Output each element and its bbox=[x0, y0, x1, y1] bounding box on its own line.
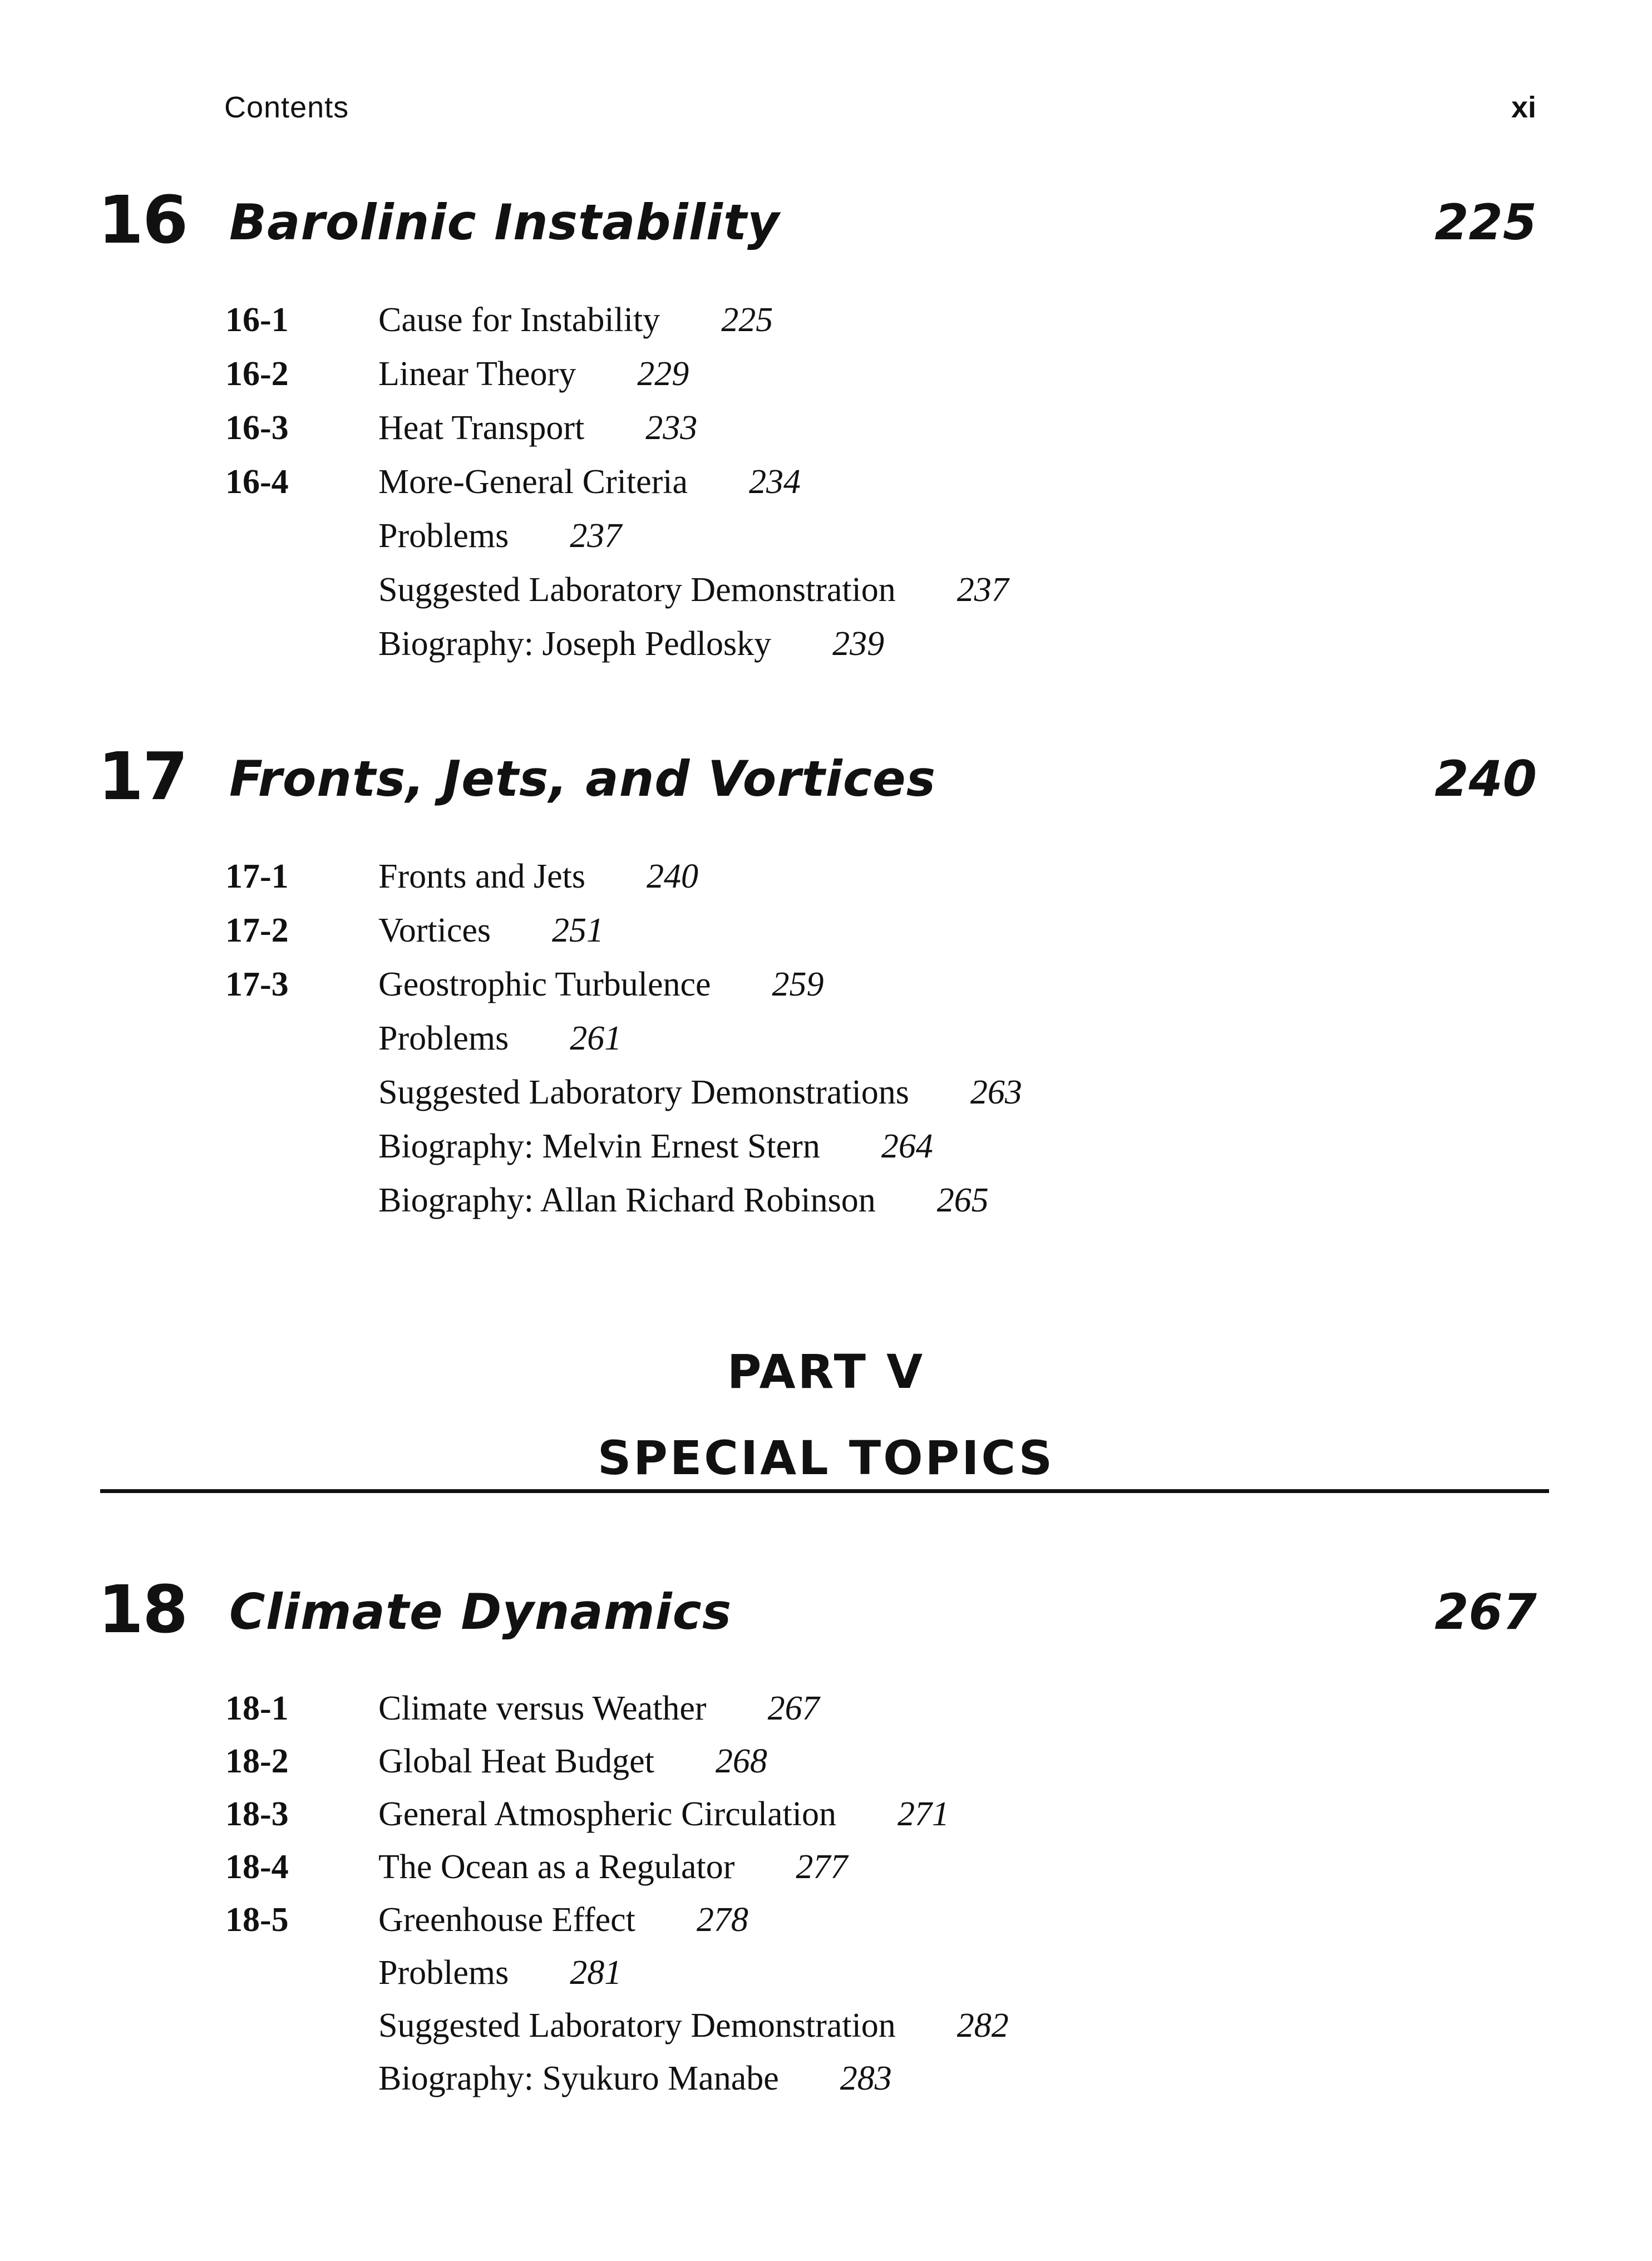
section-title: Suggested Laboratory Demonstrations bbox=[378, 1073, 909, 1111]
section-title: More-General Criteria bbox=[378, 463, 688, 501]
running-header-label: Contents bbox=[224, 91, 349, 124]
section-number: 16-2 bbox=[225, 355, 289, 393]
chapter-number: 18 bbox=[98, 1571, 188, 1648]
section-page: 281 bbox=[570, 1954, 622, 1992]
chapter-page: 225 bbox=[1434, 194, 1537, 251]
toc-entry bbox=[0, 349, 1652, 399]
chapter-title: Climate Dynamics bbox=[229, 1583, 732, 1641]
section-page: 264 bbox=[881, 1127, 933, 1165]
section-title: Climate versus Weather bbox=[378, 1689, 707, 1727]
toc-entry bbox=[0, 619, 1652, 669]
section-title: Problems bbox=[378, 1954, 509, 1992]
section-title: Problems bbox=[378, 517, 509, 555]
section-page: 237 bbox=[570, 517, 622, 555]
section-number: 18-3 bbox=[225, 1795, 289, 1833]
section-number: 18-5 bbox=[225, 1901, 289, 1939]
running-header-page-number: xi bbox=[1511, 91, 1536, 124]
chapter-title: Fronts, Jets, and Vortices bbox=[229, 750, 936, 807]
chapter-number: 16 bbox=[98, 181, 188, 258]
section-title: Greenhouse Effect bbox=[378, 1901, 635, 1939]
toc-entry bbox=[0, 1789, 1652, 1839]
section-title: General Atmospheric Circulation bbox=[378, 1795, 836, 1833]
section-page: 268 bbox=[715, 1742, 767, 1780]
section-title: Problems bbox=[378, 1019, 509, 1057]
section-title: Biography: Allan Richard Robinson bbox=[378, 1181, 876, 1219]
section-page: 251 bbox=[552, 912, 604, 949]
section-title: Suggested Laboratory Demonstration bbox=[378, 571, 896, 609]
section-title: Fronts and Jets bbox=[378, 858, 585, 895]
section-number: 16-3 bbox=[225, 409, 289, 447]
section-page: 239 bbox=[832, 625, 885, 663]
chapter-page: 267 bbox=[1434, 1583, 1537, 1641]
section-title: Biography: Syukuro Manabe bbox=[378, 2060, 779, 2097]
toc-entry bbox=[0, 1842, 1652, 1892]
section-title: Vortices bbox=[378, 912, 491, 949]
section-title: Global Heat Budget bbox=[378, 1742, 654, 1780]
section-page: 278 bbox=[696, 1901, 748, 1939]
toc-entry bbox=[0, 2053, 1652, 2104]
part-label: PART V bbox=[727, 1344, 925, 1399]
section-page: 263 bbox=[970, 1073, 1022, 1111]
section-page: 259 bbox=[772, 966, 824, 1003]
part-title: SPECIAL TOPICS bbox=[597, 1431, 1055, 1485]
section-number: 18-4 bbox=[225, 1848, 289, 1886]
toc-entry bbox=[0, 1121, 1652, 1171]
section-number: 17-3 bbox=[225, 966, 289, 1003]
section-number: 16-4 bbox=[225, 463, 289, 501]
toc-entry bbox=[0, 295, 1652, 345]
section-title: Heat Transport bbox=[378, 409, 585, 447]
toc-entry bbox=[0, 1948, 1652, 1998]
section-page: 282 bbox=[956, 2007, 1009, 2045]
section-title: Linear Theory bbox=[378, 355, 576, 393]
part-divider bbox=[100, 1489, 1549, 1493]
chapter-heading bbox=[0, 737, 1652, 815]
section-page: 267 bbox=[767, 1689, 820, 1727]
section-title: The Ocean as a Regulator bbox=[378, 1848, 735, 1886]
section-page: 237 bbox=[956, 571, 1009, 609]
toc-entry bbox=[0, 1175, 1652, 1225]
section-page: 225 bbox=[721, 301, 773, 339]
toc-entry bbox=[0, 959, 1652, 1009]
section-page: 265 bbox=[936, 1181, 989, 1219]
toc-entry bbox=[0, 403, 1652, 453]
section-page: 233 bbox=[645, 409, 698, 447]
section-title: Biography: Joseph Pedlosky bbox=[378, 625, 772, 663]
chapter-heading bbox=[0, 1570, 1652, 1648]
chapter-number: 17 bbox=[98, 738, 188, 815]
section-title: Biography: Melvin Ernest Stern bbox=[378, 1127, 820, 1165]
section-title: Cause for Instability bbox=[378, 301, 660, 339]
toc-entry bbox=[0, 905, 1652, 955]
section-page: 229 bbox=[637, 355, 689, 393]
chapter-title: Barolinic Instability bbox=[229, 194, 780, 251]
section-page: 283 bbox=[840, 2060, 892, 2097]
chapter-heading bbox=[0, 181, 1652, 259]
section-title: Suggested Laboratory Demonstration bbox=[378, 2007, 896, 2045]
section-page: 234 bbox=[749, 463, 801, 501]
section-page: 240 bbox=[647, 858, 698, 895]
toc-entry bbox=[0, 1683, 1652, 1733]
toc-entry bbox=[0, 565, 1652, 615]
section-title: Geostrophic Turbulence bbox=[378, 966, 711, 1003]
section-number: 18-2 bbox=[225, 1742, 289, 1780]
section-page: 277 bbox=[796, 1848, 848, 1886]
toc-entry bbox=[0, 511, 1652, 561]
section-number: 17-1 bbox=[225, 858, 289, 895]
toc-entry bbox=[0, 1013, 1652, 1063]
section-number: 18-1 bbox=[225, 1689, 289, 1727]
section-number: 17-2 bbox=[225, 912, 289, 949]
section-page: 271 bbox=[897, 1795, 949, 1833]
toc-entry bbox=[0, 1736, 1652, 1786]
chapter-page: 240 bbox=[1434, 750, 1537, 807]
toc-entry bbox=[0, 1895, 1652, 1945]
section-number: 16-1 bbox=[225, 301, 289, 339]
toc-entry bbox=[0, 2001, 1652, 2051]
toc-entry bbox=[0, 1067, 1652, 1117]
toc-entry bbox=[0, 851, 1652, 902]
section-page: 261 bbox=[570, 1019, 622, 1057]
toc-entry bbox=[0, 457, 1652, 507]
